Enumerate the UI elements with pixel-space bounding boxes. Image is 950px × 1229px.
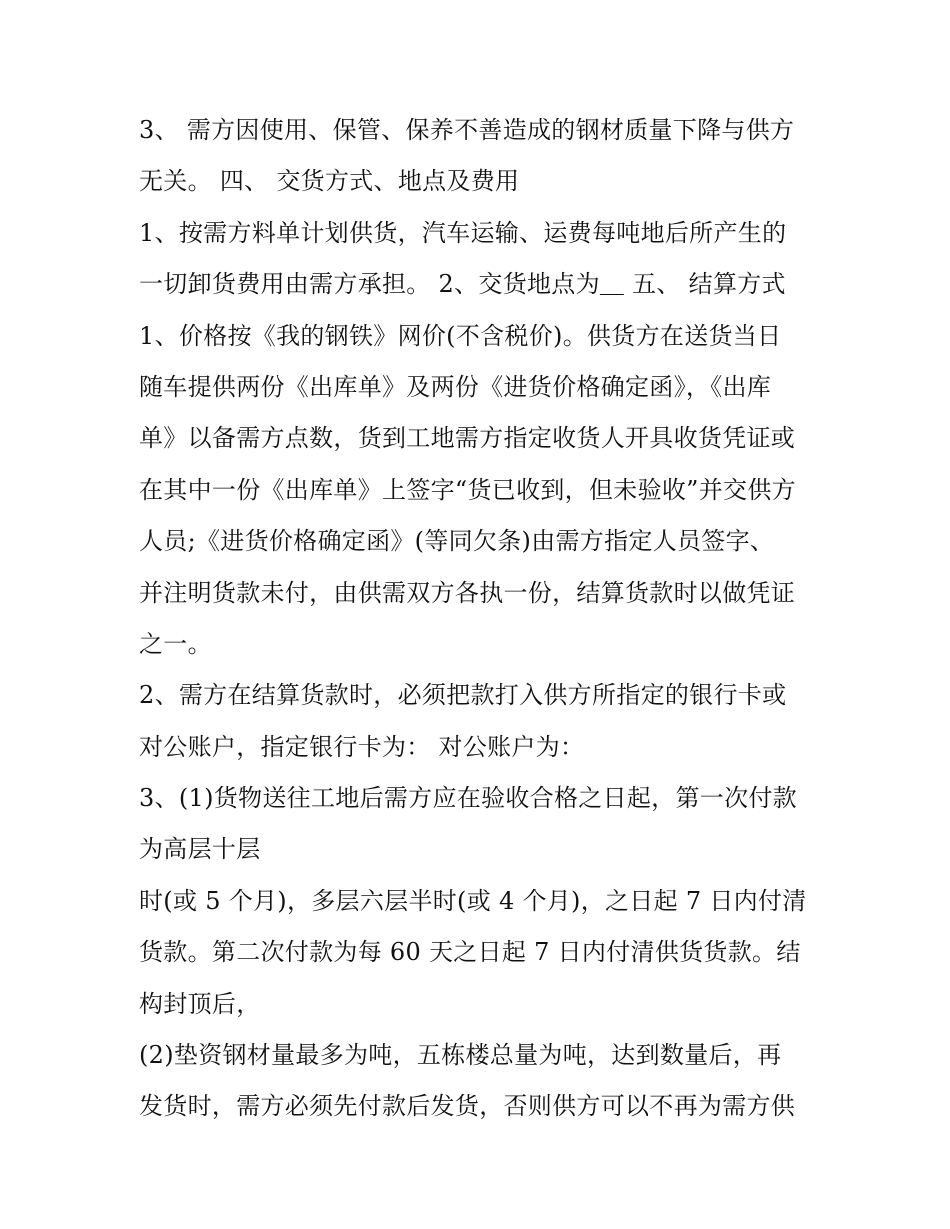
text-line-5: 1、价格按《我的钢铁》网价(不含税价)。供货方在送货当日 <box>139 321 782 350</box>
text-line-17: 货款。第二次付款为每 60 天之日起 7 日内付清供货货款。结 <box>139 938 801 967</box>
text-line-1: 3、 需方因使用、保管、保养不善造成的钢材质量下降与供方 <box>139 116 795 144</box>
contract-text-block <box>139 105 829 1133</box>
text-line-14: 3、(1)货物送往工地后需方应在验收合格之日起，第一次付款 <box>139 784 797 813</box>
text-line-8: 在其中一份《出库单》上签字“货已收到，但未验收”并交供方 <box>139 475 796 504</box>
text-line-10: 并注明货款未付，由供需双方各执一份，结算货款时以做凭证 <box>139 578 796 607</box>
text-line-7: 单》以备需方点数，货到工地需方指定收货人开具收货凭证或 <box>139 424 796 453</box>
text-line-13: 对公账户，指定银行卡为： 对公账户为： <box>139 732 585 761</box>
text-line-18: 构封顶后， <box>139 989 261 1018</box>
text-line-6: 随车提供两份《出库单》及两份《进货价格确定函》，《出库 <box>139 372 772 401</box>
text-line-2: 无关。 四、 交货方式、地点及费用 <box>139 167 520 196</box>
text-line-19: (2)垫资钢材量最多为吨，五栋楼总量为吨，达到数量后，再 <box>139 1041 782 1070</box>
text-line-16: 时(或 5 个月)，多层六层半时(或 4 个月)，之日起 7 日内付清 <box>139 886 807 915</box>
text-line-4: 一切卸货费用由需方承担。 2、交货地点为＿ 五、 结算方式 <box>139 270 786 299</box>
text-line-12: 2、需方在结算货款时，必须把款打入供方所指定的银行卡或 <box>139 681 787 710</box>
text-line-3: 1、按需方料单计划供货，汽车运输、运费每吨地后所产生的 <box>139 218 787 247</box>
text-line-20: 发货时，需方必须先付款后发货，否则供方可以不再为需方供 <box>139 1092 796 1121</box>
text-line-11: 之一。 <box>139 629 212 658</box>
text-line-15: 为高层十层 <box>139 835 261 864</box>
text-line-9: 人员;《进货价格确定函》(等同欠条)由需方指定人员签字、 <box>139 527 775 556</box>
